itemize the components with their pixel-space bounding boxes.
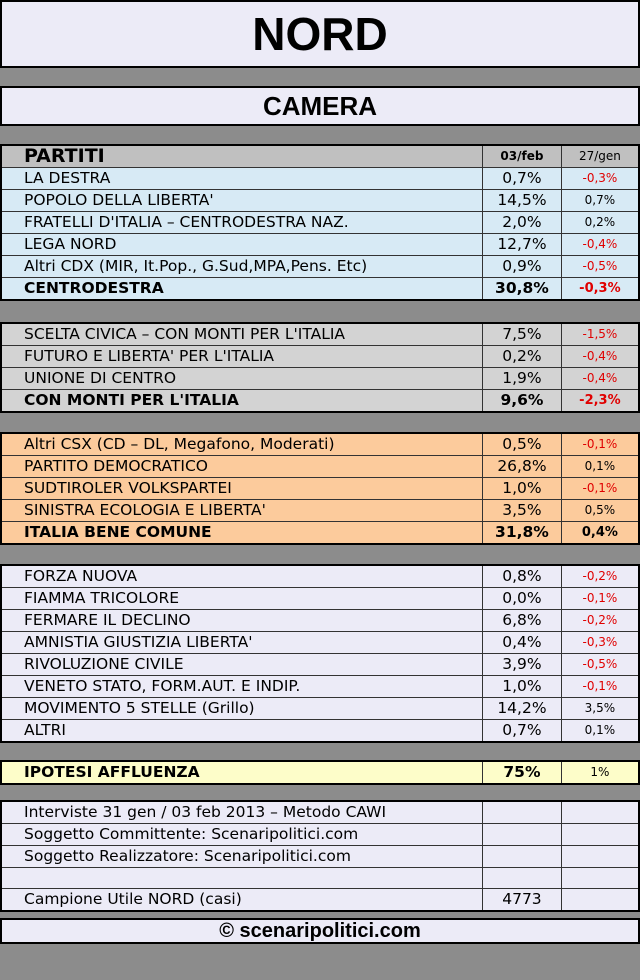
coalition-value: 31,8% bbox=[483, 522, 562, 545]
turnout-table bbox=[0, 760, 640, 785]
table-row bbox=[1, 588, 639, 610]
centrodestra-table bbox=[0, 144, 640, 301]
page-subtitle: CAMERA bbox=[0, 86, 640, 126]
page-title: NORD bbox=[0, 0, 640, 68]
party-value: 14,2% bbox=[483, 698, 562, 720]
info-empty bbox=[561, 889, 639, 912]
party-delta: -0,1% bbox=[561, 478, 639, 500]
info-row bbox=[1, 801, 639, 824]
party-name: FORZA NUOVA bbox=[1, 565, 483, 588]
party-value: 2,0% bbox=[483, 212, 562, 234]
table-header-row bbox=[1, 145, 639, 168]
party-name: POPOLO DELLA LIBERTA' bbox=[1, 190, 483, 212]
coalition-total-row bbox=[1, 390, 639, 413]
party-value: 1,9% bbox=[483, 368, 562, 390]
coalition-name: CON MONTI PER L'ITALIA bbox=[1, 390, 483, 413]
party-value: 7,5% bbox=[483, 323, 562, 346]
party-delta: -0,3% bbox=[561, 168, 639, 190]
party-name: LEGA NORD bbox=[1, 234, 483, 256]
party-value: 0,7% bbox=[483, 168, 562, 190]
party-delta: 0,5% bbox=[561, 500, 639, 522]
info-empty bbox=[561, 868, 639, 889]
party-name: SUDTIROLER VOLKSPARTEI bbox=[1, 478, 483, 500]
table-row bbox=[1, 368, 639, 390]
party-value: 0,0% bbox=[483, 588, 562, 610]
table-row bbox=[1, 654, 639, 676]
party-delta: -0,4% bbox=[561, 368, 639, 390]
party-delta: -0,1% bbox=[561, 676, 639, 698]
party-name: RIVOLUZIONE CIVILE bbox=[1, 654, 483, 676]
coalition-name: CENTRODESTRA bbox=[1, 278, 483, 301]
party-name: Altri CDX (MIR, It.Pop., G.Sud,MPA,Pens. Etc) bbox=[1, 256, 483, 278]
table-row bbox=[1, 500, 639, 522]
info-row bbox=[1, 824, 639, 846]
info-row bbox=[1, 889, 639, 912]
table-row bbox=[1, 676, 639, 698]
party-name: VENETO STATO, FORM.AUT. E INDIP. bbox=[1, 676, 483, 698]
info-label bbox=[1, 868, 483, 889]
table-row bbox=[1, 234, 639, 256]
footer-copyright: © scenaripolitici.com bbox=[0, 918, 640, 944]
table-row bbox=[1, 323, 639, 346]
monti-table bbox=[0, 322, 640, 413]
party-delta: -0,4% bbox=[561, 234, 639, 256]
party-value: 1,0% bbox=[483, 676, 562, 698]
turnout-label: IPOTESI AFFLUENZA bbox=[1, 761, 483, 784]
party-delta: 0,2% bbox=[561, 212, 639, 234]
party-delta: -0,2% bbox=[561, 610, 639, 632]
col-header-previous: 27/gen bbox=[561, 145, 639, 168]
info-value bbox=[483, 824, 562, 846]
table-row bbox=[1, 212, 639, 234]
party-delta: -0,4% bbox=[561, 346, 639, 368]
info-value bbox=[483, 801, 562, 824]
table-row bbox=[1, 346, 639, 368]
party-name: ALTRI bbox=[1, 720, 483, 743]
table-row bbox=[1, 256, 639, 278]
table-row bbox=[1, 720, 639, 743]
party-delta: -0,5% bbox=[561, 654, 639, 676]
party-value: 1,0% bbox=[483, 478, 562, 500]
party-delta: 0,1% bbox=[561, 720, 639, 743]
survey-info-table bbox=[0, 800, 640, 912]
party-value: 3,9% bbox=[483, 654, 562, 676]
party-delta: -0,1% bbox=[561, 588, 639, 610]
party-name: SINISTRA ECOLOGIA E LIBERTA' bbox=[1, 500, 483, 522]
party-value: 0,5% bbox=[483, 433, 562, 456]
info-row bbox=[1, 868, 639, 889]
info-value bbox=[483, 868, 562, 889]
centrosinistra-table bbox=[0, 432, 640, 545]
party-delta: 0,7% bbox=[561, 190, 639, 212]
info-label: Soggetto Committente: Scenaripolitici.com bbox=[1, 824, 483, 846]
party-delta: 0,1% bbox=[561, 456, 639, 478]
party-delta: 3,5% bbox=[561, 698, 639, 720]
coalition-delta: -0,3% bbox=[561, 278, 639, 301]
party-name: LA DESTRA bbox=[1, 168, 483, 190]
party-delta: -0,5% bbox=[561, 256, 639, 278]
party-name: SCELTA CIVICA – CON MONTI PER L'ITALIA bbox=[1, 323, 483, 346]
info-value: 4773 bbox=[483, 889, 562, 912]
col-header-parties: PARTITI bbox=[1, 145, 483, 168]
info-row bbox=[1, 846, 639, 868]
party-value: 12,7% bbox=[483, 234, 562, 256]
info-empty bbox=[561, 801, 639, 824]
table-row bbox=[1, 478, 639, 500]
info-label: Campione Utile NORD (casi) bbox=[1, 889, 483, 912]
party-value: 3,5% bbox=[483, 500, 562, 522]
info-value bbox=[483, 846, 562, 868]
coalition-total-row bbox=[1, 522, 639, 545]
party-delta: -0,3% bbox=[561, 632, 639, 654]
table-row bbox=[1, 456, 639, 478]
coalition-value: 30,8% bbox=[483, 278, 562, 301]
turnout-delta: 1% bbox=[561, 761, 639, 784]
table-row bbox=[1, 565, 639, 588]
col-header-current: 03/feb bbox=[483, 145, 562, 168]
info-empty bbox=[561, 846, 639, 868]
info-label: Soggetto Realizzatore: Scenaripolitici.com bbox=[1, 846, 483, 868]
party-name: FUTURO E LIBERTA' PER L'ITALIA bbox=[1, 346, 483, 368]
party-value: 0,4% bbox=[483, 632, 562, 654]
party-value: 26,8% bbox=[483, 456, 562, 478]
party-delta: -0,2% bbox=[561, 565, 639, 588]
info-empty bbox=[561, 824, 639, 846]
party-delta: -0,1% bbox=[561, 433, 639, 456]
party-name: FIAMMA TRICOLORE bbox=[1, 588, 483, 610]
turnout-value: 75% bbox=[483, 761, 562, 784]
party-name: FERMARE IL DECLINO bbox=[1, 610, 483, 632]
party-name: MOVIMENTO 5 STELLE (Grillo) bbox=[1, 698, 483, 720]
info-label: Interviste 31 gen / 03 feb 2013 – Metodo CAWI bbox=[1, 801, 483, 824]
table-row bbox=[1, 698, 639, 720]
coalition-delta: 0,4% bbox=[561, 522, 639, 545]
party-value: 0,9% bbox=[483, 256, 562, 278]
coalition-value: 9,6% bbox=[483, 390, 562, 413]
party-name: UNIONE DI CENTRO bbox=[1, 368, 483, 390]
other-parties-table bbox=[0, 564, 640, 743]
coalition-name: ITALIA BENE COMUNE bbox=[1, 522, 483, 545]
party-name: AMNISTIA GIUSTIZIA LIBERTA' bbox=[1, 632, 483, 654]
table-row bbox=[1, 190, 639, 212]
party-name: Altri CSX (CD – DL, Megafono, Moderati) bbox=[1, 433, 483, 456]
coalition-delta: -2,3% bbox=[561, 390, 639, 413]
party-value: 0,8% bbox=[483, 565, 562, 588]
table-row bbox=[1, 610, 639, 632]
turnout-row bbox=[1, 761, 639, 784]
party-delta: -1,5% bbox=[561, 323, 639, 346]
party-name: PARTITO DEMOCRATICO bbox=[1, 456, 483, 478]
coalition-total-row bbox=[1, 278, 639, 301]
party-value: 14,5% bbox=[483, 190, 562, 212]
party-name: FRATELLI D'ITALIA – CENTRODESTRA NAZ. bbox=[1, 212, 483, 234]
table-row bbox=[1, 433, 639, 456]
party-value: 6,8% bbox=[483, 610, 562, 632]
table-row bbox=[1, 168, 639, 190]
party-value: 0,7% bbox=[483, 720, 562, 743]
table-row bbox=[1, 632, 639, 654]
party-value: 0,2% bbox=[483, 346, 562, 368]
